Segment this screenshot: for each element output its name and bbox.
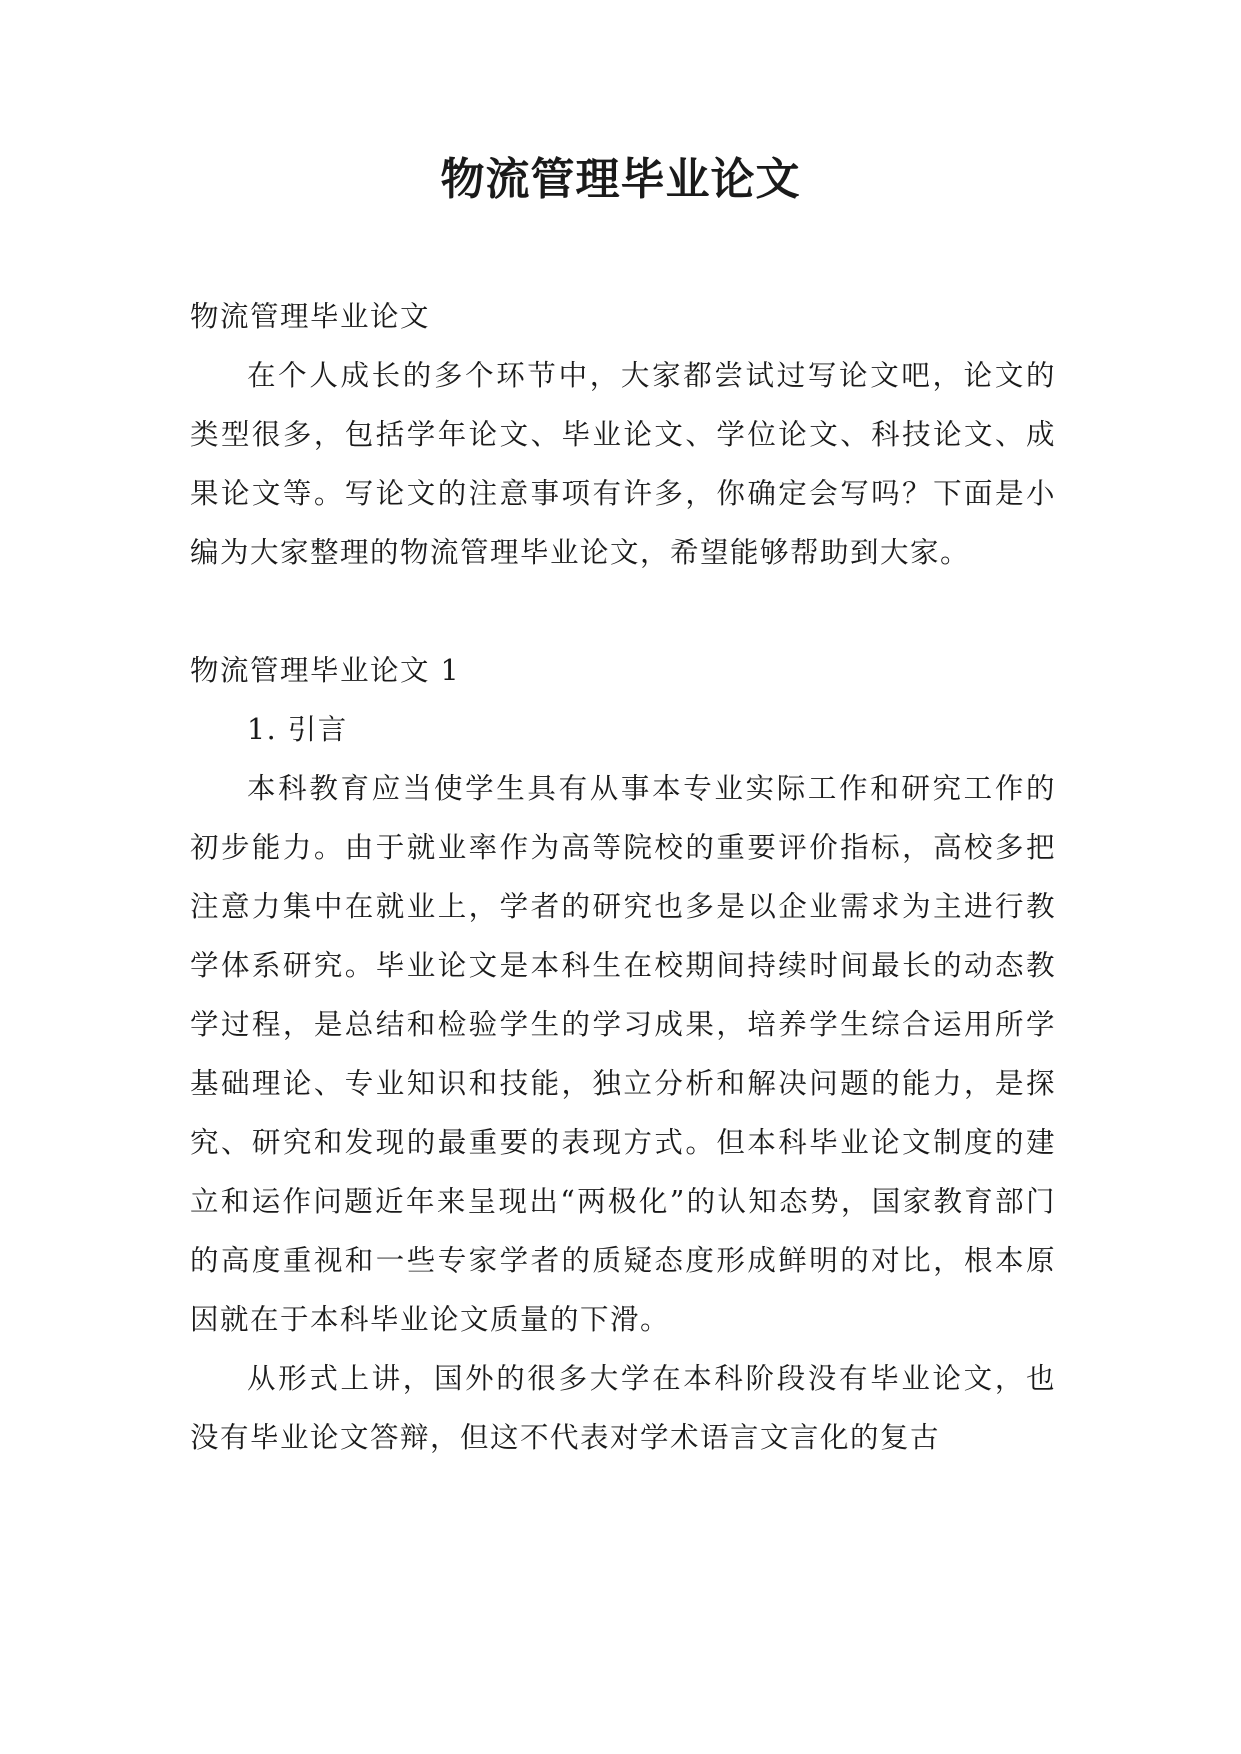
body-paragraph-continued: 从形式上讲，国外的很多大学在本科阶段没有毕业论文，也没有毕业论文答辩，但这不代表对学术语言文言化的复古 [190,1362,1056,1454]
body-paragraph: 本科教育应当使学生具有从事本专业实际工作和研究工作的初步能力。由于就业率作为高等院校的重要评价指标，高校多把注意力集中在就业上，学者的研究也多是以企业需求为主进行教学体系研究。毕业论文是本科生在校期间持续时间最长的动态教学过程，是总结和检验学生的学习成果，培养学生综合运用所学基础理论、专业知识和技能，独立分析和解决问题的能力，是探究、研究和发现的最重要的表现方式。但本科毕业论文制度的建立和运作问题近年来呈现出“两极化”的认知态势，国家教育部门的高度重视和一些专家学者的质疑态度形成鲜明的对比，根本原因就在于本科毕业论文质量的下滑。 [190,772,1056,1336]
section-heading: 物流管理毕业论文 1 [190,654,461,687]
document-body [190,287,1056,1467]
subsection-heading: 1. 引言 [247,713,348,746]
intro-paragraph: 在个人成长的多个环节中，大家都尝试过写论文吧，论文的类型很多，包括学年论文、毕业论文、学位论文、科技论文、成果论文等。写论文的注意事项有许多，你确定会写吗？下面是小编为大家整理的物流管理毕业论文，希望能够帮助到大家。 [190,359,1056,569]
section-spacer [190,582,1056,641]
intro-heading: 物流管理毕业论文 [190,300,431,333]
document-title: 物流管理毕业论文 [440,154,801,205]
